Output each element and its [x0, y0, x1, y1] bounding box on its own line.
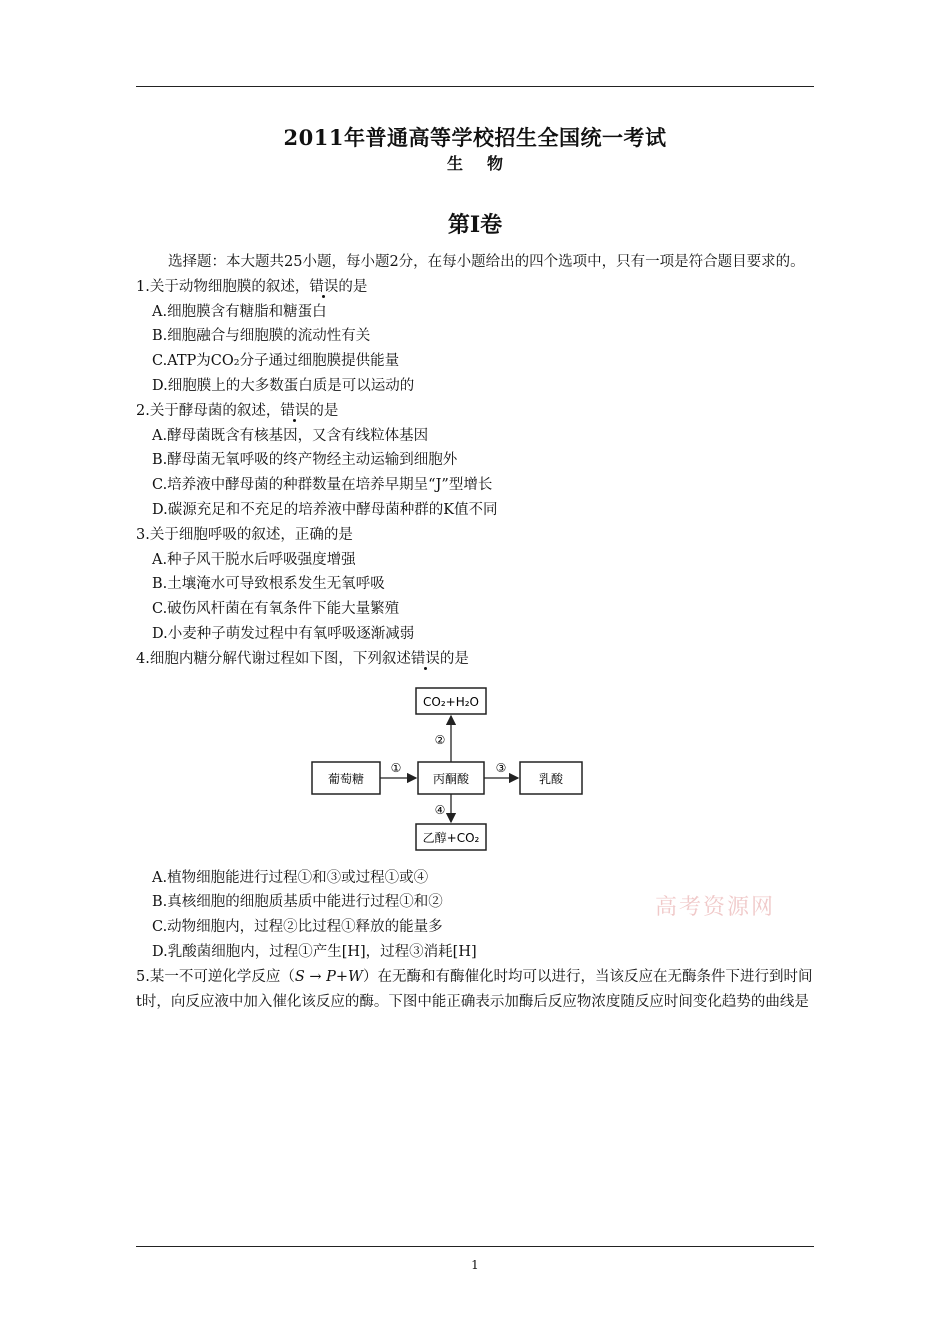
pyruvate-label: 丙酮酸 — [432, 771, 470, 786]
q1-option-d: D.细胞膜上的大多数蛋白质是可以运动的 — [152, 377, 415, 394]
q4-option-a: A.植物细胞能进行过程①和③或过程①或④ — [152, 869, 429, 886]
watermark-logo: 高考资源网 — [655, 895, 776, 920]
metabolism-diagram — [136, 684, 816, 852]
question-2-stem — [136, 399, 816, 424]
ethanol-co2-label: 乙醇+CO₂ — [422, 830, 480, 845]
glucose-label: 葡萄糖 — [327, 771, 365, 786]
q1-stem-b: 的是 — [338, 278, 368, 295]
step-3-label: ③ — [495, 760, 507, 775]
q2-stem-a: 2.关于酵母菌的叙述， — [136, 402, 281, 419]
q2-emphasis: 错误 — [280, 402, 310, 419]
q2-option-d: D.碳源充足和不充足的培养液中酵母菌种群的K值不同 — [152, 501, 498, 518]
question-3-stem: 3.关于细胞呼吸的叙述，正确的是 — [136, 526, 353, 543]
q4-stem-a: 4.细胞内糖分解代谢过程如下图，下列叙述 — [136, 650, 411, 667]
question-5-stem — [136, 965, 816, 1015]
metabolism-diagram-svg — [136, 684, 816, 852]
q4-emphasis: 错误 — [410, 650, 440, 667]
q1-emphasis: 错误 — [309, 278, 339, 295]
q1-option-c: C.ATP为CO₂分子通过细胞膜提供能量 — [152, 353, 400, 370]
co2-h2o-label: CO₂+H₂O — [423, 694, 479, 709]
q4-option-b: B.真核细胞的细胞质基质中能进行过程①和② — [152, 894, 443, 911]
q3-option-a: A.种子风干脱水后呼吸强度增强 — [152, 551, 356, 568]
q3-option-c: C.破伤风杆菌在有氧条件下能大量繁殖 — [152, 601, 400, 618]
q4-option-c: C.动物细胞内，过程②比过程①释放的能量多 — [152, 919, 443, 936]
volume-heading: 第I卷 — [447, 212, 503, 238]
reaction-formula: S → P+W — [294, 968, 363, 985]
q1-stem-a: 1.关于动物细胞膜的叙述， — [136, 278, 310, 295]
page-number: 1 — [471, 1258, 479, 1272]
q1-option-b: B.细胞融合与细胞膜的流动性有关 — [152, 328, 371, 345]
question-4-stem — [136, 647, 816, 672]
q5-stem-a: 5.某一不可逆化学反应（ — [136, 968, 295, 985]
step-1-label: ① — [390, 760, 402, 775]
step-4-label: ④ — [434, 802, 446, 817]
bottom-rule — [136, 1246, 814, 1247]
q2-option-c: C.培养液中酵母菌的种群数量在培养早期呈“J”型增长 — [152, 477, 493, 494]
section-intro: 选择题：本大题共25小题，每小题2分，在每小题给出的四个选项中，只有一项是符合题目要求的。 — [168, 254, 805, 270]
q2-option-a: A.酵母菌既含有核基因，又含有线粒体基因 — [152, 427, 429, 444]
lactate-label: 乳酸 — [538, 771, 564, 786]
q1-option-a: A.细胞膜含有糖脂和糖蛋白 — [152, 303, 327, 320]
q4-stem-b: 的是 — [439, 650, 469, 667]
question-1-stem — [136, 275, 816, 300]
exam-subject: 生物 — [446, 154, 527, 173]
top-rule — [136, 86, 814, 87]
step-2-label: ② — [434, 732, 446, 747]
q2-option-b: B.酵母菌无氧呼吸的终产物经主动运输到细胞外 — [152, 452, 458, 469]
q2-stem-b: 的是 — [309, 402, 339, 419]
exam-title: 2011年普通高等学校招生全国统一考试 — [283, 125, 667, 150]
q3-option-b: B.土壤淹水可导致根系发生无氧呼吸 — [152, 576, 385, 593]
q5-stem-b: ）在无酶和有酶催化时均可以进行，当该反应在无酶条件下进行到时间t时，向反应液中加入催化该反应的酶。下图中能正确表示加酶后反应物浓度随反应时间变化趋势的曲线是 — [136, 968, 813, 1010]
q3-option-d: D.小麦种子萌发过程中有氧呼吸逐渐减弱 — [152, 625, 415, 642]
q4-option-d: D.乳酸菌细胞内，过程①产生[H]，过程③消耗[H] — [152, 943, 477, 960]
